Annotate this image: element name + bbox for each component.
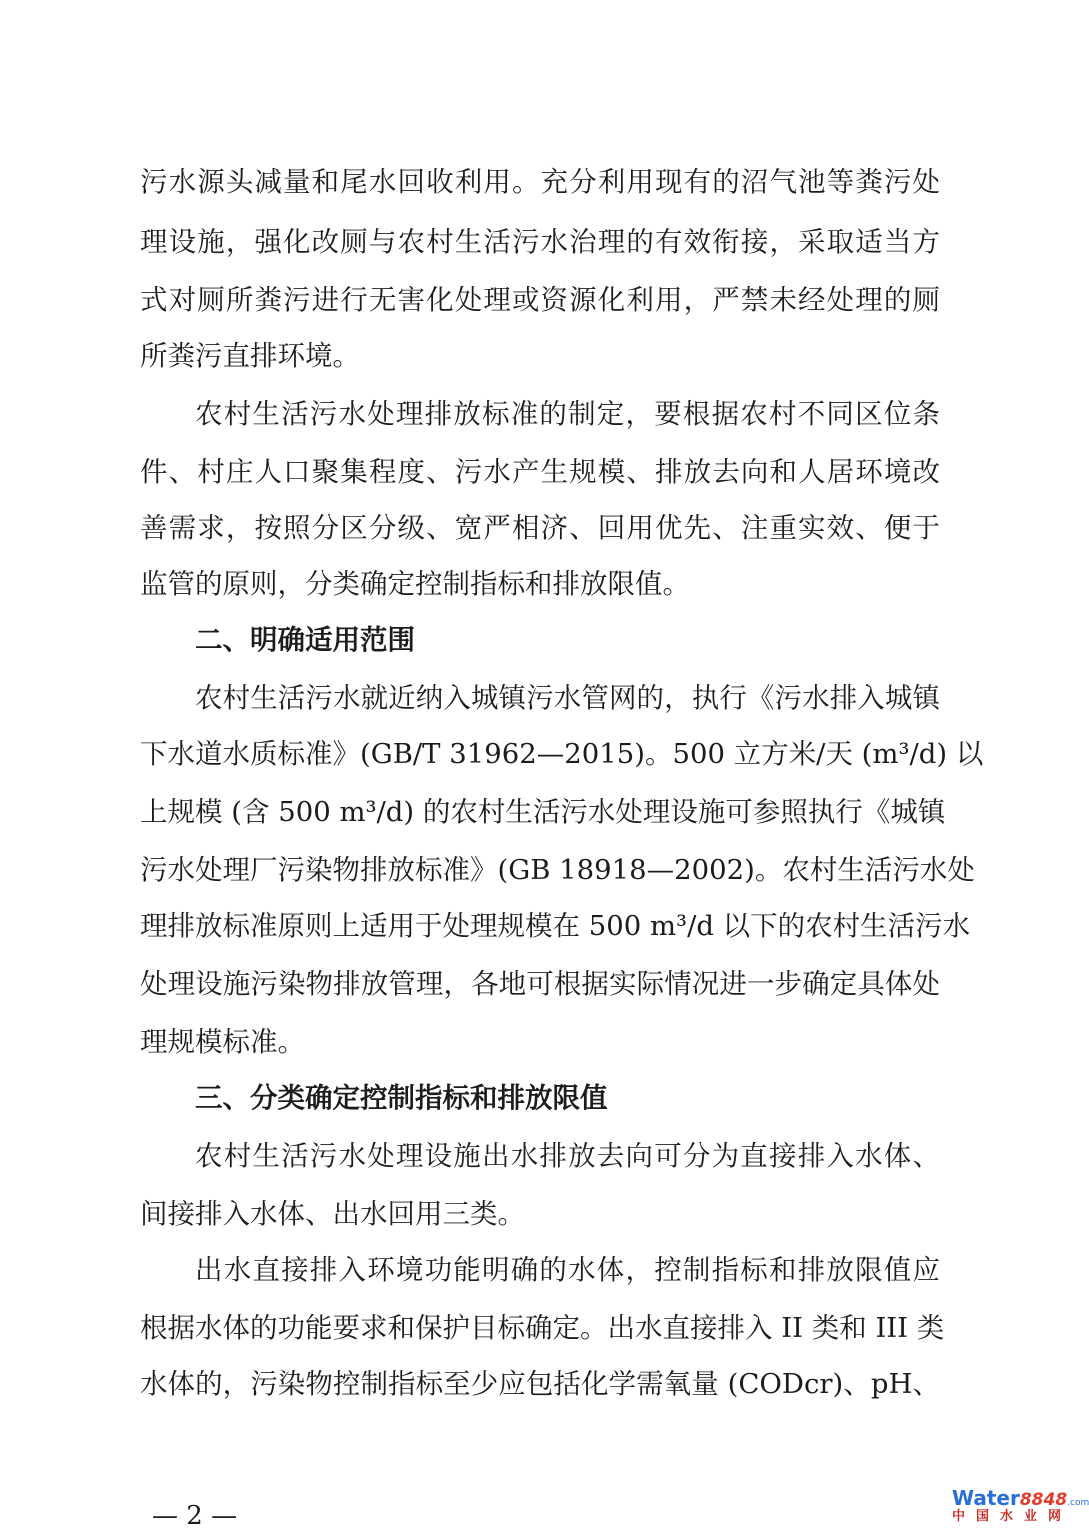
- paragraph-line: 所粪污直排环境。: [140, 340, 360, 372]
- paragraph-line: 出水直接排入环境功能明确的水体，控制指标和排放限值应: [195, 1254, 940, 1286]
- paragraph-line: 农村生活污水就近纳入城镇污水管网的，执行《污水排入城镇: [195, 682, 940, 714]
- paragraph-line: 下水道水质标准》(GB/T 31962—2015)。500 立方米/天 (m³/d) 以: [140, 738, 984, 770]
- paragraph-line: 水体的，污染物控制指标至少应包括化学需氧量 (CODcr)、pH、: [140, 1368, 940, 1400]
- watermark-brand-domain: .com: [1067, 1498, 1089, 1508]
- watermark-logo: [950, 1486, 1089, 1525]
- watermark-brand-prefix: Water: [952, 1486, 1020, 1510]
- watermark-subtitle: 中国水业网: [952, 1509, 1073, 1524]
- paragraph-line: 农村生活污水处理设施出水排放去向可分为直接排入水体、: [195, 1140, 940, 1172]
- paragraph-line: 污水源头减量和尾水回收利用。充分利用现有的沼气池等粪污处: [140, 166, 940, 198]
- paragraph-line: 监管的原则，分类确定控制指标和排放限值。: [140, 568, 690, 600]
- section-heading: 二、明确适用范围: [195, 624, 415, 656]
- paragraph-line: 理规模标准。: [140, 1026, 305, 1058]
- paragraph-line: 根据水体的功能要求和保护目标确定。出水直接排入 II 类和 III 类: [140, 1312, 945, 1344]
- paragraph-line: 污水处理厂污染物排放标准》(GB 18918—2002)。农村生活污水处: [140, 854, 975, 886]
- paragraph-line: 处理设施污染物排放管理，各地可根据实际情况进一步确定具体处: [140, 968, 940, 1000]
- paragraph-line: 理排放标准原则上适用于处理规模在 500 m³/d 以下的农村生活污水: [140, 910, 971, 942]
- paragraph-line: 善需求，按照分区分级、宽严相济、回用优先、注重实效、便于: [140, 512, 940, 544]
- paragraph-line: 式对厕所粪污进行无害化处理或资源化利用，严禁未经处理的厕: [140, 284, 940, 316]
- paragraph-line: 农村生活污水处理排放标准的制定，要根据农村不同区位条: [195, 398, 940, 430]
- paragraph-line: 上规模 (含 500 m³/d) 的农村生活污水处理设施可参照执行《城镇: [140, 796, 946, 828]
- paragraph-line: 件、村庄人口聚集程度、污水产生规模、排放去向和人居环境改: [140, 456, 940, 488]
- section-heading: 三、分类确定控制指标和排放限值: [195, 1082, 608, 1114]
- paragraph-line: 间接排入水体、出水回用三类。: [140, 1198, 525, 1230]
- page-number: — 2 —: [152, 1501, 238, 1531]
- paragraph-line: 理设施，强化改厕与农村生活污水治理的有效衔接，采取适当方: [140, 226, 940, 258]
- watermark-brand-number: 8848: [1019, 1490, 1068, 1510]
